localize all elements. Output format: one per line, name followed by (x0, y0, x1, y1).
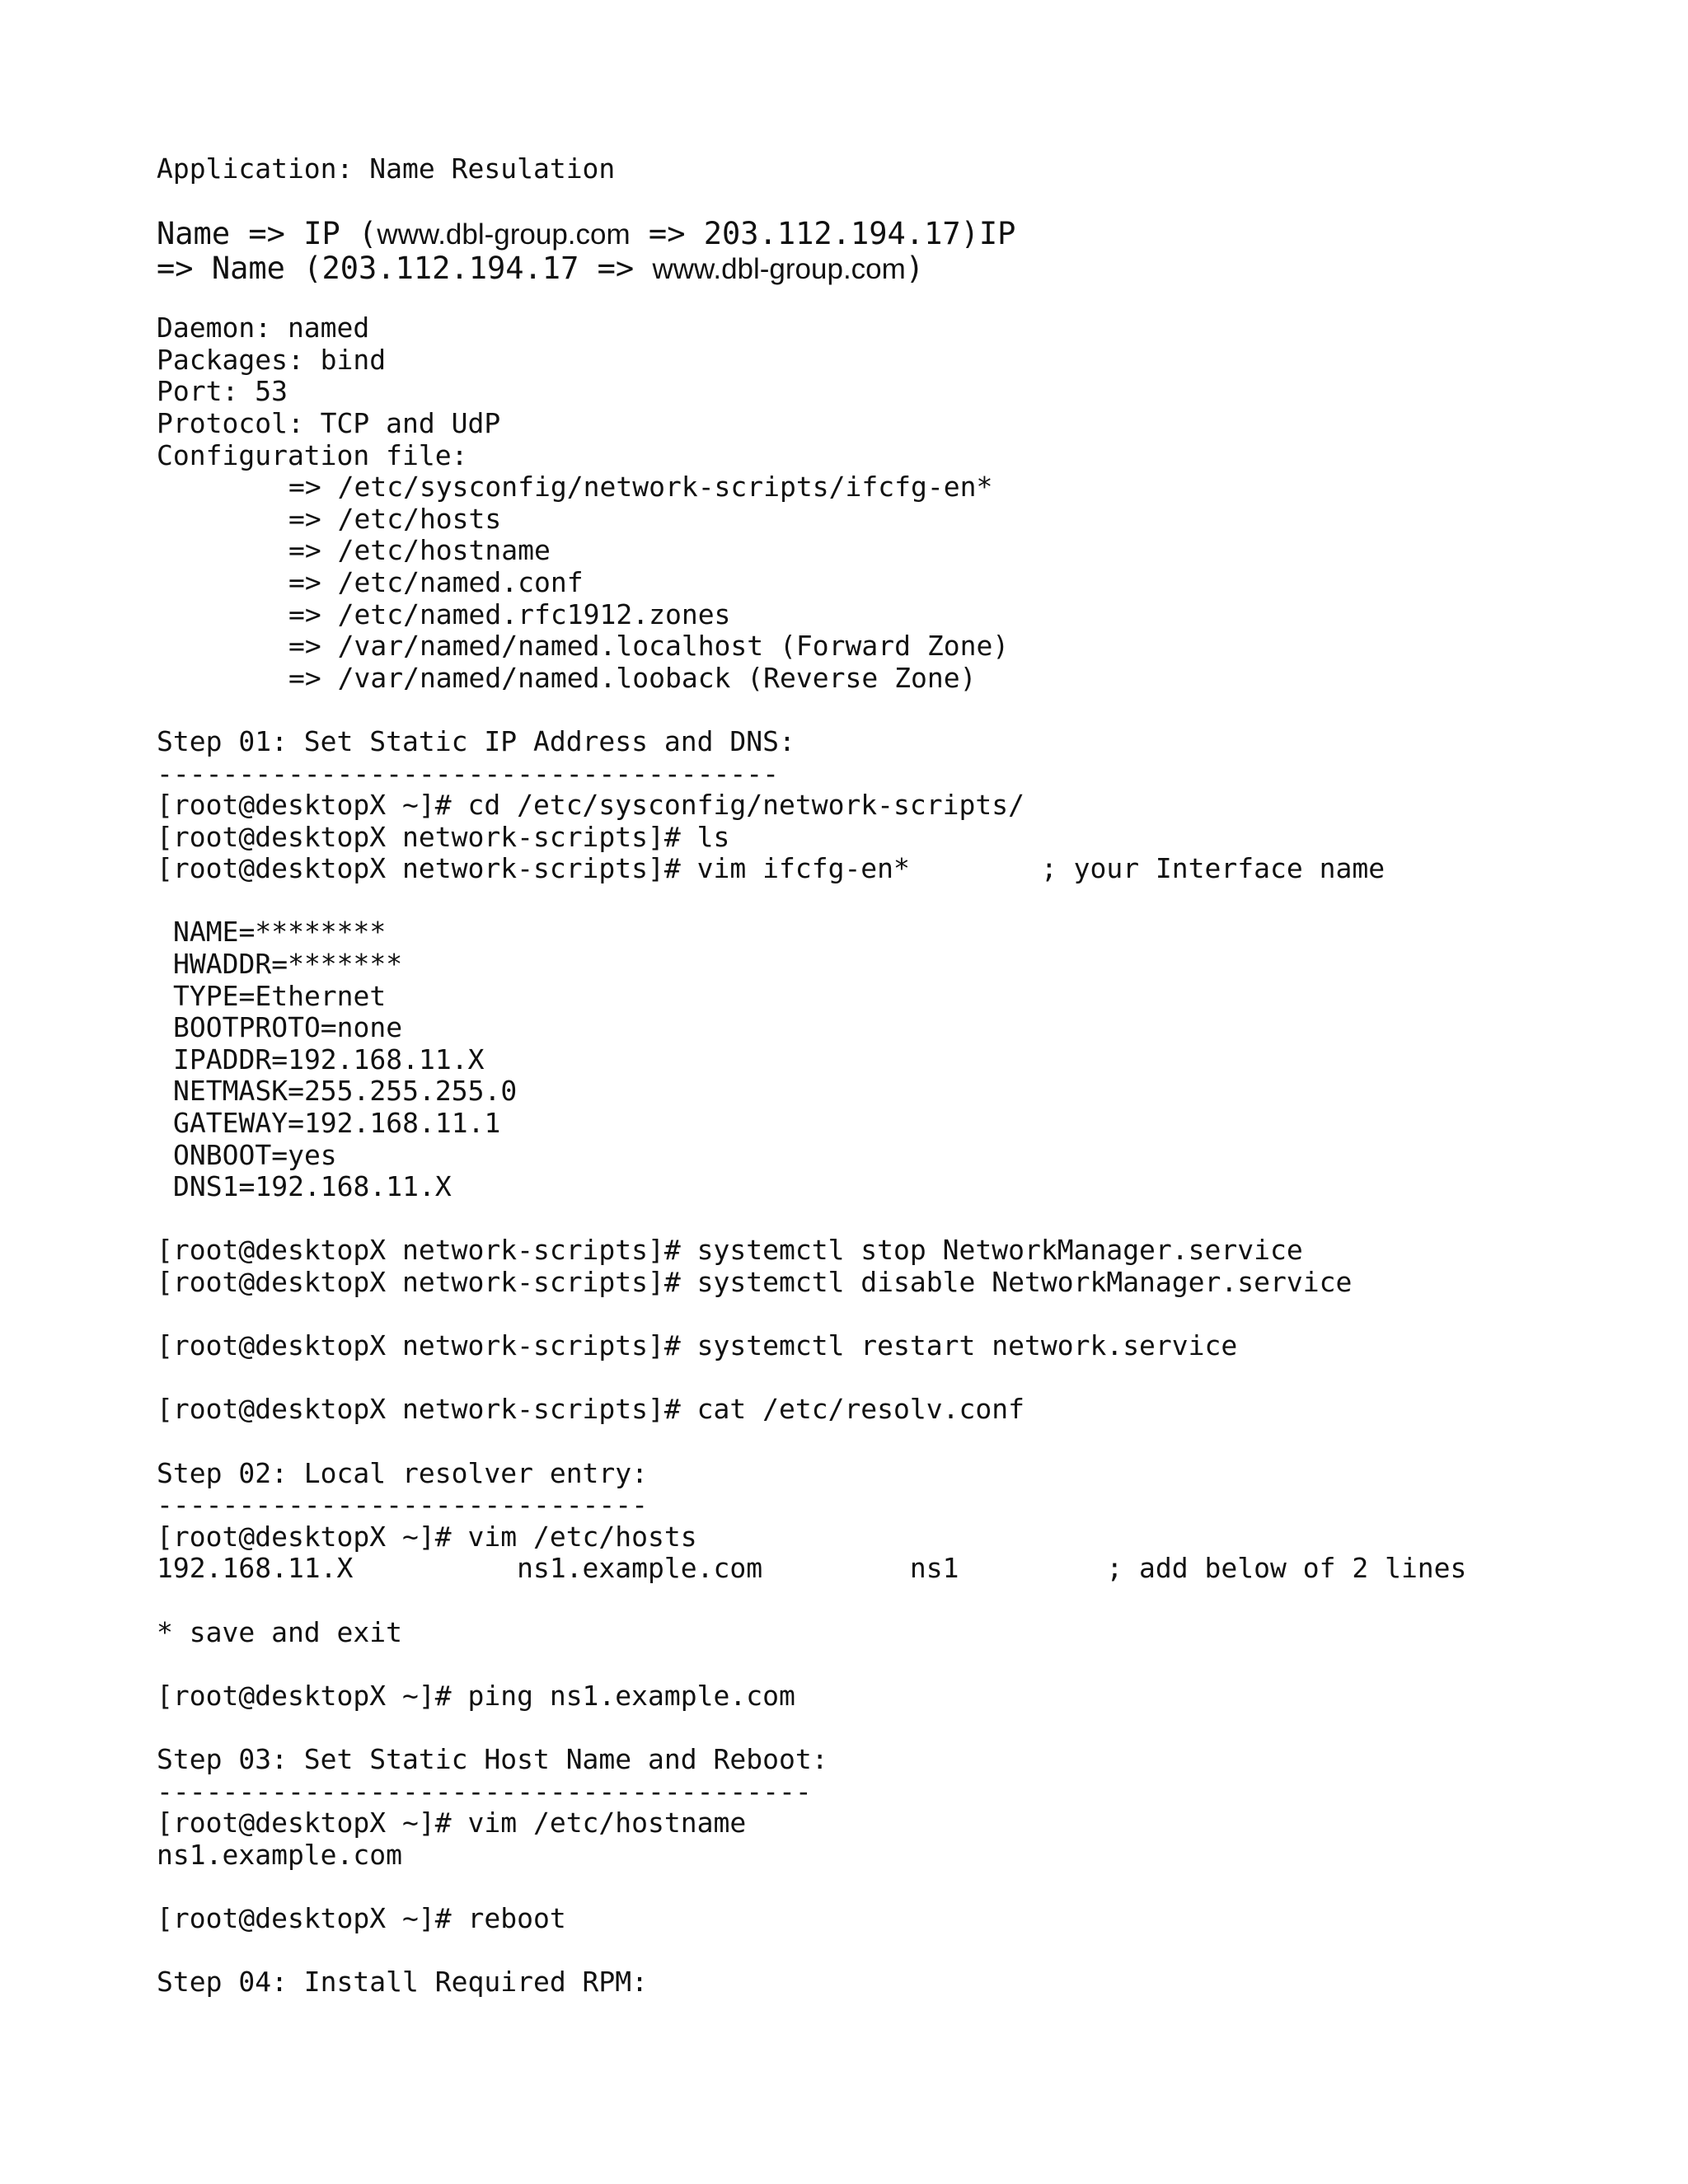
command-line: [root@desktopX ~]# vim /etc/hostname (157, 1807, 747, 1840)
config-entry: HWADDR=******* (173, 948, 403, 981)
protocol-line: Protocol: TCP and UdP (157, 406, 501, 439)
config-entry: DNS1=192.168.11.X (173, 1170, 452, 1203)
save-note: * save and exit (157, 1615, 403, 1648)
config-entry: NAME=******** (173, 916, 387, 949)
step3-rule: ---------------------------------------- (157, 1774, 812, 1807)
command-line: [root@desktopX network-scripts]# ls (157, 820, 730, 853)
step2-rule: ------------------------------ (157, 1488, 649, 1521)
command-line: [root@desktopX network-scripts]# vim ifcfg-en* ; your Interface name (157, 852, 1386, 885)
step4-title: Step 04: Install Required RPM: (157, 1966, 649, 1999)
config-file: => /etc/named.conf (288, 565, 584, 598)
config-entry: TYPE=Ethernet (173, 979, 387, 1012)
step1-title: Step 01: Set Static IP Address and DNS: (157, 724, 795, 757)
config-file: => /var/named/named.looback (Reverse Zone) (288, 661, 977, 694)
config-entry: GATEWAY=192.168.11.1 (173, 1107, 501, 1140)
config-entry: BOOTPROTO=none (173, 1011, 403, 1044)
step1-rule: -------------------------------------- (157, 757, 779, 790)
hosts-entry: 192.168.11.X ns1.example.com ns1 ; add below of 2 lines (157, 1552, 1467, 1585)
command-line: [root@desktopX network-scripts]# cat /etc/resolv.conf (157, 1393, 1025, 1426)
application-line: Application: Name Resulation (157, 152, 616, 185)
config-file: => /var/named/named.localhost (Forward Zone) (288, 630, 1010, 663)
command-line: [root@desktopX network-scripts]# systemctl stop NetworkManager.service (157, 1234, 1303, 1267)
config-label: Configuration file: (157, 438, 468, 471)
reverse-resolution-line: => Name (203.112.194.17 => www.dbl-group.com) (157, 251, 925, 287)
command-line: [root@desktopX ~]# ping ns1.example.com (157, 1679, 795, 1712)
daemon-line: Daemon: named (157, 312, 370, 344)
command-line: [root@desktopX network-scripts]# systemctl disable NetworkManager.service (157, 1266, 1353, 1298)
port-line: Port: 53 (157, 375, 288, 408)
config-entry: IPADDR=192.168.11.X (173, 1043, 485, 1076)
config-file: => /etc/sysconfig/network-scripts/ifcfg-en* (288, 471, 993, 504)
step3-title: Step 03: Set Static Host Name and Reboot: (157, 1742, 828, 1775)
config-file: => /etc/hosts (288, 502, 502, 535)
config-file: => /etc/hostname (288, 534, 551, 567)
command-line: [root@desktopX ~]# cd /etc/sysconfig/network-scripts/ (157, 789, 1025, 822)
forward-resolution-line: Name => IP (www.dbl-group.com => 203.112.194.17)IP (157, 216, 1016, 252)
config-entry: ONBOOT=yes (173, 1138, 337, 1171)
reverse-url: www.dbl-group.com (652, 253, 906, 286)
config-entry: NETMASK=255.255.255.0 (173, 1075, 518, 1108)
hostname-value: ns1.example.com (157, 1838, 403, 1871)
document-body (157, 153, 1640, 1999)
packages-line: Packages: bind (157, 343, 387, 376)
command-line: [root@desktopX ~]# reboot (157, 1901, 566, 1934)
step2-title: Step 02: Local resolver entry: (157, 1456, 649, 1489)
command-line: [root@desktopX ~]# vim /etc/hosts (157, 1520, 697, 1553)
config-file: => /etc/named.rfc1912.zones (288, 598, 731, 630)
forward-url: www.dbl-group.com (377, 218, 631, 251)
command-line: [root@desktopX network-scripts]# systemctl restart network.service (157, 1329, 1238, 1362)
